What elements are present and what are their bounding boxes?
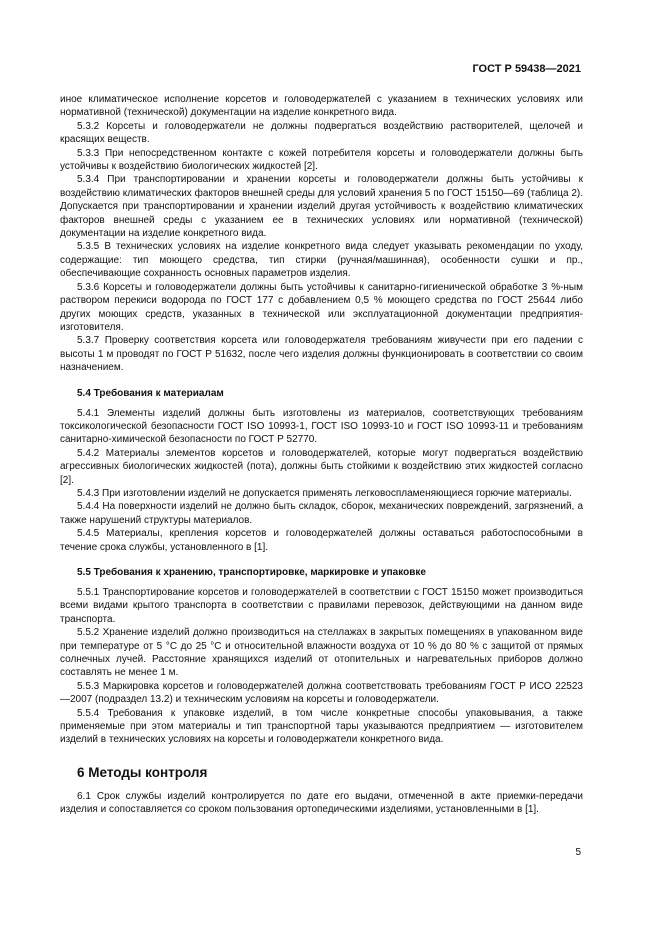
body-paragraph: 5.4.2 Материалы элементов корсетов и головодержателей, которые могут подвергаться воздействию агрессивных биологических жидкостей (пота), должны быть стойкими к воздействию этих жидкостей согласно [2]. bbox=[60, 447, 583, 486]
body-paragraph: 5.3.5 В технических условиях на изделие конкретного вида следует указывать рекомендации по уходу, содержащие: тип моющего средства, тип стирки (ручная/машинная), особенности сушки и пр., обеспечивающие сохранность основных параметров изделия. bbox=[60, 241, 583, 280]
body-paragraph: 5.4.3 При изготовлении изделий не допускается применять легковоспламеняющиеся горючие материалы. bbox=[77, 487, 572, 499]
body-paragraph: 5.4.4 На поверхности изделий не должно быть складок, сборок, механических повреждений, загрязнений, а также нарушений структуры материалов. bbox=[60, 501, 583, 526]
document-code-header: ГОСТ Р 59438—2021 bbox=[472, 63, 581, 75]
page-body bbox=[60, 93, 583, 817]
body-paragraph: 5.4.5 Материалы, крепления корсетов и головодержателей должны оставаться работоспособными в течение срока службы, установленного в [1]. bbox=[60, 528, 583, 553]
subsection-heading: 5.4 Требования к материалам bbox=[77, 387, 224, 399]
section-heading: 6 Методы контроля bbox=[77, 764, 208, 780]
body-paragraph: 5.3.6 Корсеты и головодержатели должны быть устойчивы к санитарно-гигиенической обработке 3 %-ным раствором перекиси водорода по ГОСТ 177 с добавлением 0,5 % моющего средства по ГОСТ 25644 либо других моющих средств, указанных в технической или эксплуатационной документации предприятия-изготовителя. bbox=[60, 281, 583, 333]
body-paragraph: 5.4.1 Элементы изделий должны быть изготовлены из материалов, соответствующих требованиям токсикологической безопасности ГОСТ ISO 10993-1, ГОСТ ISO 10993-10 и ГОСТ ISO 10993-11 и требованиям санитарно-химической безопасности по ГОСТ Р 52770. bbox=[60, 407, 583, 446]
body-paragraph: 5.3.4 При транспортировании и хранении корсеты и головодержатели должны быть устойчивы к воздействию климатических факторов внешней среды для условий хранения 5 по ГОСТ 15150—69 (таблица 2). Допускается при транспортировании и хранении изделий другая устойчивость к воздействию климатических факторов внешней среды с указанием ее в технических условиях или нормативной (технической) документации на изделие конкретного вида. bbox=[60, 174, 583, 240]
body-paragraph: 5.5.3 Маркировка корсетов и головодержателей должна соответствовать требованиям ГОСТ Р ИСО 22523—2007 (подраздел 13.2) и техническим условиям на корсеты и головодержатели. bbox=[60, 680, 583, 706]
body-paragraph: 5.5.2 Хранение изделий должно производиться на стеллажах в закрытых помещениях в упакованном виде при температуре от 5 °С до 25 °С и относительной влажности воздуха от 10 % до 80 % с защитой от прямых солнечных лучей. Расстояние хранящихся изделий от отопительных и нагревательных приборов должно составлять не менее 1 м. bbox=[60, 627, 583, 679]
page-number: 5 bbox=[575, 847, 581, 858]
body-paragraph: 5.3.2 Корсеты и головодержатели не должны подвергаться воздействию растворителей, щелочей и красящих веществ. bbox=[60, 120, 583, 146]
subsection-heading: 5.5 Требования к хранению, транспортировке, маркировке и упаковке bbox=[77, 567, 426, 578]
body-paragraph: 6.1 Срок службы изделий контролируется по дате его выдачи, отмеченной в акте приемки-передачи изделия и сопоставляется со сроком пользования ортопедическими изделиями, установленными в [1]. bbox=[60, 790, 583, 816]
body-paragraph: 5.5.4 Требования к упаковке изделий, в том числе конкретные способы упаковывания, а также применяемые при этом материалы и тип транспортной тары указываются предприятием — изготовителем изделий в технических условиях на корсеты и головодержатели конкретного вида. bbox=[60, 707, 583, 746]
body-paragraph: иное климатическое исполнение корсетов и головодержателей с указанием в технических условиях или нормативной (технической) документации на изделие конкретного вида. bbox=[60, 94, 583, 119]
body-paragraph: 5.3.7 Проверку соответствия корсета или головодержателя требованиям живучести при его падении с высоты 1 м проводят по ГОСТ Р 51632, после чего изделия должны функционировать в соответствии со своим назначением. bbox=[60, 335, 583, 374]
body-paragraph: 5.3.3 При непосредственном контакте с кожей потребителя корсеты и головодержатели должны быть устойчивы к воздействию биологических жидкостей [2]. bbox=[60, 147, 583, 173]
body-paragraph: 5.5.1 Транспортирование корсетов и головодержателей в соответствии с ГОСТ 15150 может производиться всеми видами крытого транспорта в соответствии с правилами перевозок, действующими на данном виде транспорта. bbox=[60, 587, 583, 625]
